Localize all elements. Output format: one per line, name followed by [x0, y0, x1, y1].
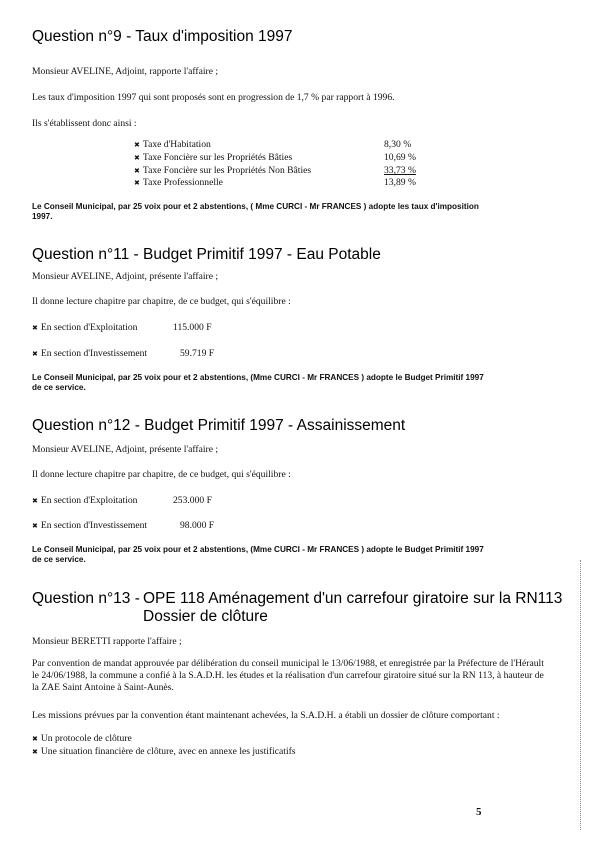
- q12-decision-end: de ce service.: [32, 555, 86, 564]
- cross-bullet-icon: ✖: [32, 522, 38, 530]
- section-label: En section d'Exploitation: [40, 322, 138, 333]
- tax-value: 10,69 %: [384, 152, 416, 163]
- tax-item: [134, 152, 292, 164]
- q9-decision-end: 1997.: [32, 212, 53, 221]
- cross-bullet-icon: ✖: [134, 154, 140, 162]
- q11-title: Question n°11 - Budget Primitif 1997 - Eau Potable: [32, 246, 381, 263]
- cross-bullet-icon: ✖: [32, 324, 38, 332]
- q11-intro: Monsieur AVELINE, Adjoint, présente l'affaire ;: [32, 271, 219, 282]
- tax-value: 33,73 %: [384, 165, 416, 176]
- tax-value: 13,89 %: [384, 177, 416, 188]
- cross-bullet-icon: ✖: [32, 497, 38, 505]
- list-item: [32, 746, 296, 758]
- q11-decision-end: de ce service.: [32, 383, 86, 392]
- tax-label: Taxe d'Habitation: [142, 139, 211, 150]
- q11-decision: Le Conseil Municipal, par 25 voix pour et 2 abstentions, (Mme CURCI - Mr FRANCES ) adopte le Budget Primitif 1997: [32, 373, 484, 382]
- cross-bullet-icon: ✖: [32, 735, 38, 743]
- cross-bullet-icon: ✖: [134, 179, 140, 187]
- section-value: 59.719 F: [180, 348, 215, 359]
- q12-paragraph: Il donne lecture chapitre par chapitre, de ce budget, qui s'équilibre :: [32, 469, 291, 480]
- q13-paragraph: Par convention de mandat approuvée par délibération du conseil municipal le 13/06/1988, et enregistrée par la Préfecture de l'Hérault le 24/06/1988, la commune a confié à la S.A.D.H. les études et la réalisation d'un carrefour giratoire situé sur la RN 113, à hauteur de la ZAE Saint Antoine à Saint-Aunès.: [32, 658, 544, 693]
- section-item: [32, 348, 147, 360]
- section-item: [32, 322, 137, 334]
- section-item: [32, 520, 147, 532]
- q13-intro: Monsieur BERETTI rapporte l'affaire ;: [32, 636, 182, 647]
- section-value: 115.000 F: [173, 322, 212, 333]
- tax-item: [134, 139, 211, 151]
- q12-intro: Monsieur AVELINE, Adjoint, présente l'affaire ;: [32, 444, 219, 455]
- q9-title: Question n°9 - Taux d'imposition 1997: [32, 28, 293, 45]
- tax-label: Taxe Foncière sur les Propriétés Bâties: [142, 152, 293, 163]
- q13-title-line-2: Dossier de clôture: [143, 608, 268, 625]
- q13-label: Question n°13 -: [32, 590, 140, 607]
- section-item: [32, 495, 137, 507]
- q11-paragraph: Il donne lecture chapitre par chapitre, de ce budget, qui s'équilibre :: [32, 296, 291, 307]
- cross-bullet-icon: ✖: [134, 141, 140, 149]
- q9-paragraph-2: Ils s'établissent donc ainsi :: [32, 118, 137, 129]
- list-item-label: Une situation financière de clôture, avec en annexe les justificatifs: [40, 746, 296, 757]
- page-number: 5: [476, 806, 482, 818]
- tax-label: Taxe Professionnelle: [142, 177, 223, 188]
- q13-title: OPE 118 Aménagement d'un carrefour giratoire sur la RN113: [143, 590, 563, 607]
- tax-item: [134, 177, 223, 189]
- q12-decision: Le Conseil Municipal, par 25 voix pour et 2 abstentions, (Mme CURCI - Mr FRANCES ) adopte le Budget Primitif 1997: [32, 545, 484, 554]
- list-item-label: Un protocole de clôture: [40, 733, 132, 744]
- section-value: 98.000 F: [180, 520, 215, 531]
- section-label: En section d'Investissement: [40, 348, 148, 359]
- q9-intro: Monsieur AVELINE, Adjoint, rapporte l'affaire ;: [32, 66, 219, 77]
- tax-item: [134, 165, 311, 177]
- section-value: 253.000 F: [173, 495, 212, 506]
- q9-decision: Le Conseil Municipal, par 25 voix pour et 2 abstentions, ( Mme CURCI - Mr FRANCES ) adopte les taux d'imposition: [32, 202, 479, 211]
- list-item: [32, 733, 132, 745]
- cross-bullet-icon: ✖: [134, 167, 140, 175]
- tax-value: 8,30 %: [384, 139, 412, 150]
- q13-paragraph-2: Les missions prévues par la convention étant maintenant achevées, la S.A.D.H. a établi un dossier de clôture comportant :: [32, 710, 500, 721]
- cross-bullet-icon: ✖: [32, 748, 38, 756]
- scan-edge-line: [580, 560, 581, 830]
- section-label: En section d'Exploitation: [40, 495, 138, 506]
- q12-title: Question n°12 - Budget Primitif 1997 - Assainissement: [32, 417, 406, 434]
- tax-label: Taxe Foncière sur les Propriétés Non Bâties: [142, 165, 312, 176]
- q9-paragraph: Les taux d'imposition 1997 qui sont proposés sont en progression de 1,7 % par rapport à 1996.: [32, 92, 395, 103]
- cross-bullet-icon: ✖: [32, 350, 38, 358]
- section-label: En section d'Investissement: [40, 520, 148, 531]
